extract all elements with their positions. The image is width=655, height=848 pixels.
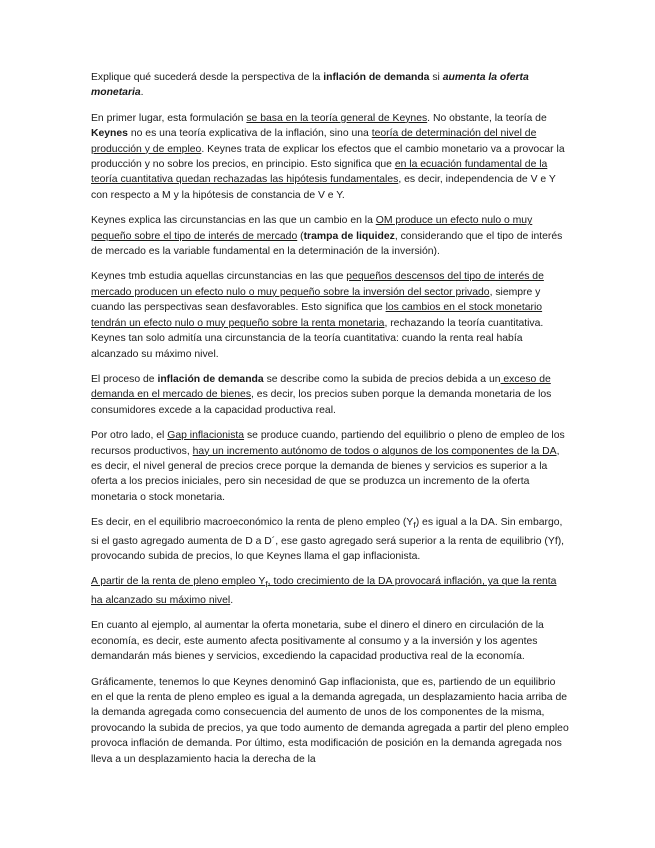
text-run: , rechazando la teoría cuantitativa. Keynes tan solo admitía una circunstancia de la teoría cuantitativa: cuando la renta real había alcanzado su máximo nivel.	[91, 317, 544, 360]
underlined-text: hay un incremento autónomo de todos o algunos de los componentes de la DA	[192, 445, 557, 457]
text-run: Explique qué sucederá desde la perspectiva de la	[91, 72, 324, 83]
question-paragraph	[91, 70, 569, 101]
underlined-text: exceso de demanda en el mercado de bienes	[91, 373, 551, 401]
paragraph-3	[91, 269, 569, 361]
underlined-text: Gap inflacionista	[167, 430, 245, 442]
bold-term: Keynes	[91, 128, 128, 140]
text-run: Keynes explica las circunstancias en las que un cambio en la	[91, 215, 376, 227]
text-run: .	[140, 87, 144, 99]
bold-italic-term: aumenta la oferta monetaria	[91, 72, 529, 99]
text-run: Es decir, en el equilibrio macroeconómico la renta de pleno empleo (Y	[91, 517, 414, 529]
underlined-text: teoría de determinación del nivel de producción y de empleo	[91, 128, 537, 155]
bold-term: inflación de demanda	[157, 373, 264, 385]
underlined-text: A partir de la renta de pleno empleo Y	[91, 576, 266, 588]
text-run: El proceso de	[91, 373, 158, 385]
underlined-text: en la ecuación fundamental de la teoría cuantitativa quedan rechazadas las hipótesis fundamentales	[91, 159, 548, 186]
text-run: se describe como la subida de precios debida a un	[263, 373, 501, 385]
underlined-text: se basa en la teoría general de Keynes	[246, 112, 428, 124]
text-run: .	[230, 594, 234, 606]
underlined-text: OM produce un efecto nulo o muy pequeño sobre el tipo de interés de mercado	[91, 215, 533, 242]
text-run: , es decir, los precios suben porque la demanda monetaria de los consumidores excede a la capacidad productiva real.	[91, 389, 552, 416]
text-run: , siempre y cuando las perspectivas sean desfavorables. Esto significa que	[91, 286, 541, 314]
paragraph-4	[91, 372, 569, 418]
text-run: . No obstante, la teoría de	[427, 112, 547, 124]
underlined-text: , todo crecimiento de la DA provocará inflación, ya que la renta ha alcanzado su máximo nivel	[91, 576, 557, 606]
text-run: se produce cuando, partiendo del equilibrio o pleno de empleo de los recursos productivos,	[91, 430, 565, 457]
subscript: f	[413, 520, 416, 531]
text-run: . Keynes trata de explicar los efectos que el cambio monetario va a provocar la producción y no sobre los precios, en principio. Esto significa que	[91, 143, 565, 171]
document-page	[91, 70, 569, 777]
paragraph-9	[91, 675, 569, 767]
text-run: , es decir, el nivel general de precios crece porque la demanda de bienes y servicios es superior a la oferta a los precios iniciales, pero sin necesidad de que se produzca un incremento de la oferta monetaria o stock monetaria.	[91, 445, 560, 503]
text-run: ) es igual a la DA. Sin embargo, si el gasto agregado aumenta de D a D´, ese gasto agregado será superior a la renta de equilibrio (Yf), provocando subida de precios, lo que Keynes llama el gap inflacionista.	[91, 517, 565, 563]
underlined-text: los cambios en el stock monetario tendrán un efecto nulo o muy pequeño sobre la renta monetaria	[91, 302, 543, 329]
paragraph-2	[91, 213, 569, 259]
paragraph-5	[91, 428, 569, 505]
underlined-text: pequeños descensos del tipo de interés de mercado producen un efecto nulo o muy pequeño sobre la inversión del sector privado	[91, 271, 544, 298]
text-run: si	[429, 72, 443, 83]
text-run: En primer lugar, esta formulación	[91, 112, 247, 124]
text-run: no es una teoría explicativa de la inflación, sino una	[127, 128, 372, 140]
text-run: En cuanto al ejemplo, al aumentar la oferta monetaria, sube el dinero el dinero en circulación de la economía, es decir, este aumento afecta positivamente al consumo y a la inversión y los agentes demandarán más bienes y servicios, excediendo la capacidad productiva real de la economía.	[91, 620, 544, 663]
text-run: Gráficamente, tenemos lo que Keynes denominó Gap inflacionista, que es, partiendo de un equilibrio en el que la renta de pleno empleo es igual a la demanda agregada, un desplazamiento hacia arriba de la demanda agregada como consecuencia del aumento de unos de los componentes de la misma, provocando la subida de precios, ya que todo aumento de demanda agregada a partir del pleno empleo provoca inflación de demanda. Por último, esta modificación de posición en la demanda agregada nos lleva a un desplazamiento hacia la derecha de la	[91, 676, 569, 765]
text-run: , es decir, independencia de V e Y con respecto a M y la hipótesis de constancia de V e Y.	[91, 174, 556, 201]
text-run: Keynes tmb estudia aquellas circunstancias en las que	[91, 271, 347, 283]
paragraph-1	[91, 111, 569, 203]
bold-term: inflación de demanda	[323, 72, 430, 83]
text-run: (	[297, 230, 304, 242]
text-run: , considerando que el tipo de interés de mercado es la variable fundamental en la determinación de la inversión).	[91, 230, 563, 258]
bold-term: trampa de liquidez	[303, 230, 395, 242]
paragraph-6	[91, 515, 569, 564]
paragraph-8	[91, 618, 569, 664]
text-run: Por otro lado, el	[91, 430, 168, 442]
paragraph-7	[91, 574, 569, 608]
subscript: f	[265, 579, 268, 590]
